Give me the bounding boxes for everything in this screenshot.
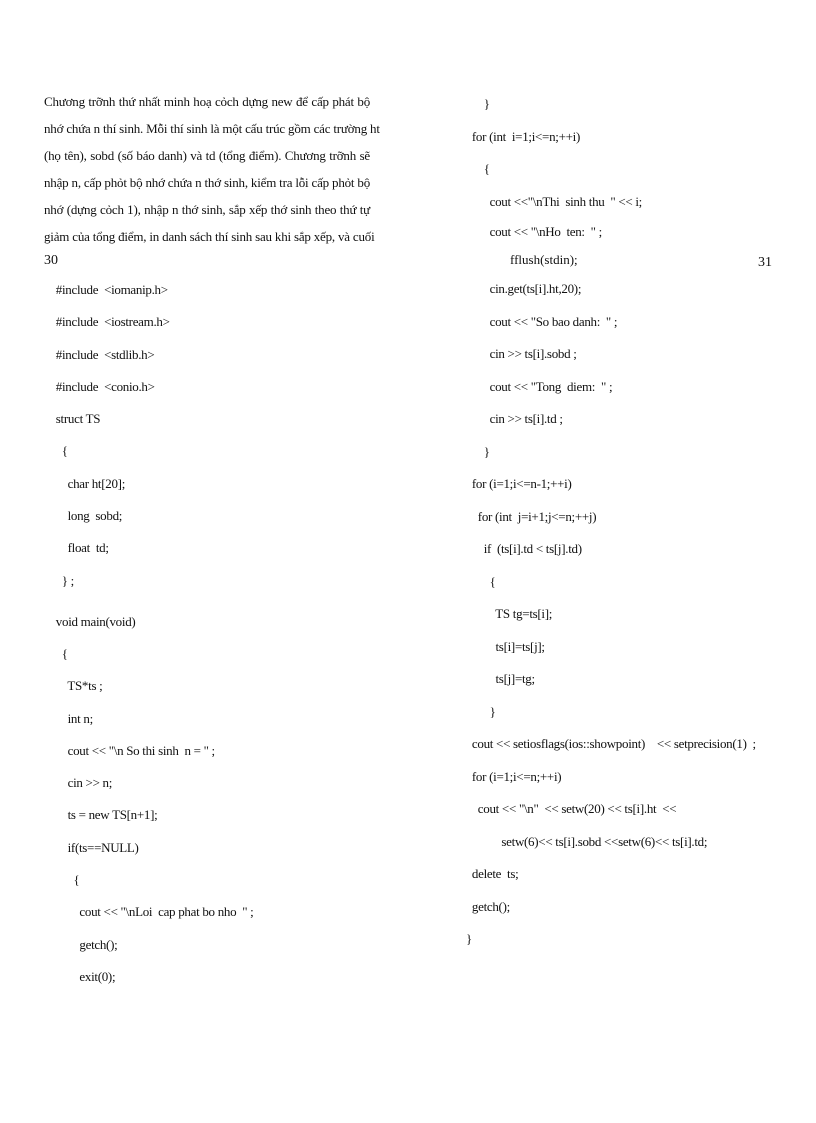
code-line: cout << "\nLoi cap phat bo nho " ; [44,904,254,920]
clipped-code-line [466,218,766,239]
code-line: } [466,703,496,719]
code-fragment: fflush(stdin); [510,252,578,267]
code-line: cin >> ts[i].sobd ; [466,346,577,361]
code-block-right-bottom [466,275,756,958]
code-line: } [466,931,472,946]
code-block-left [44,276,253,995]
code-line: cin.get(ts[i].ht,20); [466,281,582,296]
code-line: cout << "Tong diem: " ; [466,378,613,394]
code-line: #include <stdlib.h> [44,346,155,362]
code-line: cin >> ts[i].td ; [466,411,563,426]
code-line: cout << "So bao danh: " ; [466,313,618,329]
paragraph-line: Chương trỡnh thứ nhất minh hoạ cỏch dựng new để cấp phát bộ [44,94,370,109]
code-line: getch(); [44,936,118,952]
page-number-right: 31 [758,255,772,270]
code-line: ts[i]=ts[j]; [466,638,545,654]
paragraph-line: (họ tên), sobd (số báo danh) và td (tổng điểm). Chương trỡnh sẽ [44,148,370,163]
code-line: { [44,645,68,661]
code-line: getch(); [466,898,510,914]
code-line: cout << "\n So thi sinh n = " ; [44,742,215,758]
code-line: setw(6)<< ts[i].sobd <<setw(6)<< ts[i].td; [466,833,708,849]
code-line: TS tg=ts[i]; [466,606,553,621]
code-line: float td; [44,540,109,556]
code-line: for (i=1;i<=n-1;++i) [466,476,572,491]
code-line: { [466,573,496,589]
code-line: ts = new TS[n+1]; [44,807,158,823]
code-line: } [466,96,490,111]
code-line: for (i=1;i<=n;++i) [466,768,562,784]
intro-paragraph [44,88,380,250]
page-number-left: 30 [44,253,58,268]
code-line: cin >> n; [44,775,113,791]
code-line: delete ts; [466,866,519,881]
code-line: if (ts[i].td < ts[j].td) [466,541,582,556]
code-line: TS*ts ; [44,678,103,694]
code-line: cout << "\nHo ten: " ; [466,224,602,239]
code-block-right-top [466,90,642,220]
code-line: } [466,443,490,459]
code-line: long sobd; [44,508,123,524]
code-line: int n; [44,710,93,726]
paragraph-line: giảm của tổng điểm, in danh sách thí sinh sau khi sắp xếp, và cuối [44,229,375,244]
code-line: { [466,161,490,176]
code-line: #include <iomanip.h> [44,282,168,297]
code-line: { [44,443,68,459]
code-line: if(ts==NULL) [44,839,139,855]
code-line: cout << setiosflags(ios::showpoint) << setprecision(1) ; [466,736,756,751]
code-line: cout << "\n" << setw(20) << ts[i].ht << [466,801,677,816]
code-line: for (int j=i+1;j<=n;++j) [466,508,597,524]
code-line: #include <iostream.h> [44,314,170,330]
paragraph-line: nhớ (dựng cỏch 1), nhập n thớ sinh, sắp xếp thớ sinh theo thứ tự [44,202,370,217]
code-line: } ; [44,572,74,588]
code-line: { [44,872,80,888]
paragraph-line: nhớ chứa n thí sinh. Mỗi thí sinh là một cấu trúc gồm các trường ht [44,121,380,136]
code-line: struct TS [44,411,101,427]
code-line: ts[j]=tg; [466,671,535,686]
code-line: for (int i=1;i<=n;++i) [466,128,581,144]
code-line: exit(0); [44,968,116,984]
paragraph-line: nhập n, cấp phỏt bộ nhớ chứa n thớ sinh, kiểm tra lỗi cấp phỏt bộ [44,175,370,190]
code-line: void main(void) [44,613,136,629]
code-line: cout <<"\nThi sinh thu " << i; [466,193,642,209]
code-line: char ht[20]; [44,475,126,491]
code-line: #include <conio.h> [44,378,155,394]
